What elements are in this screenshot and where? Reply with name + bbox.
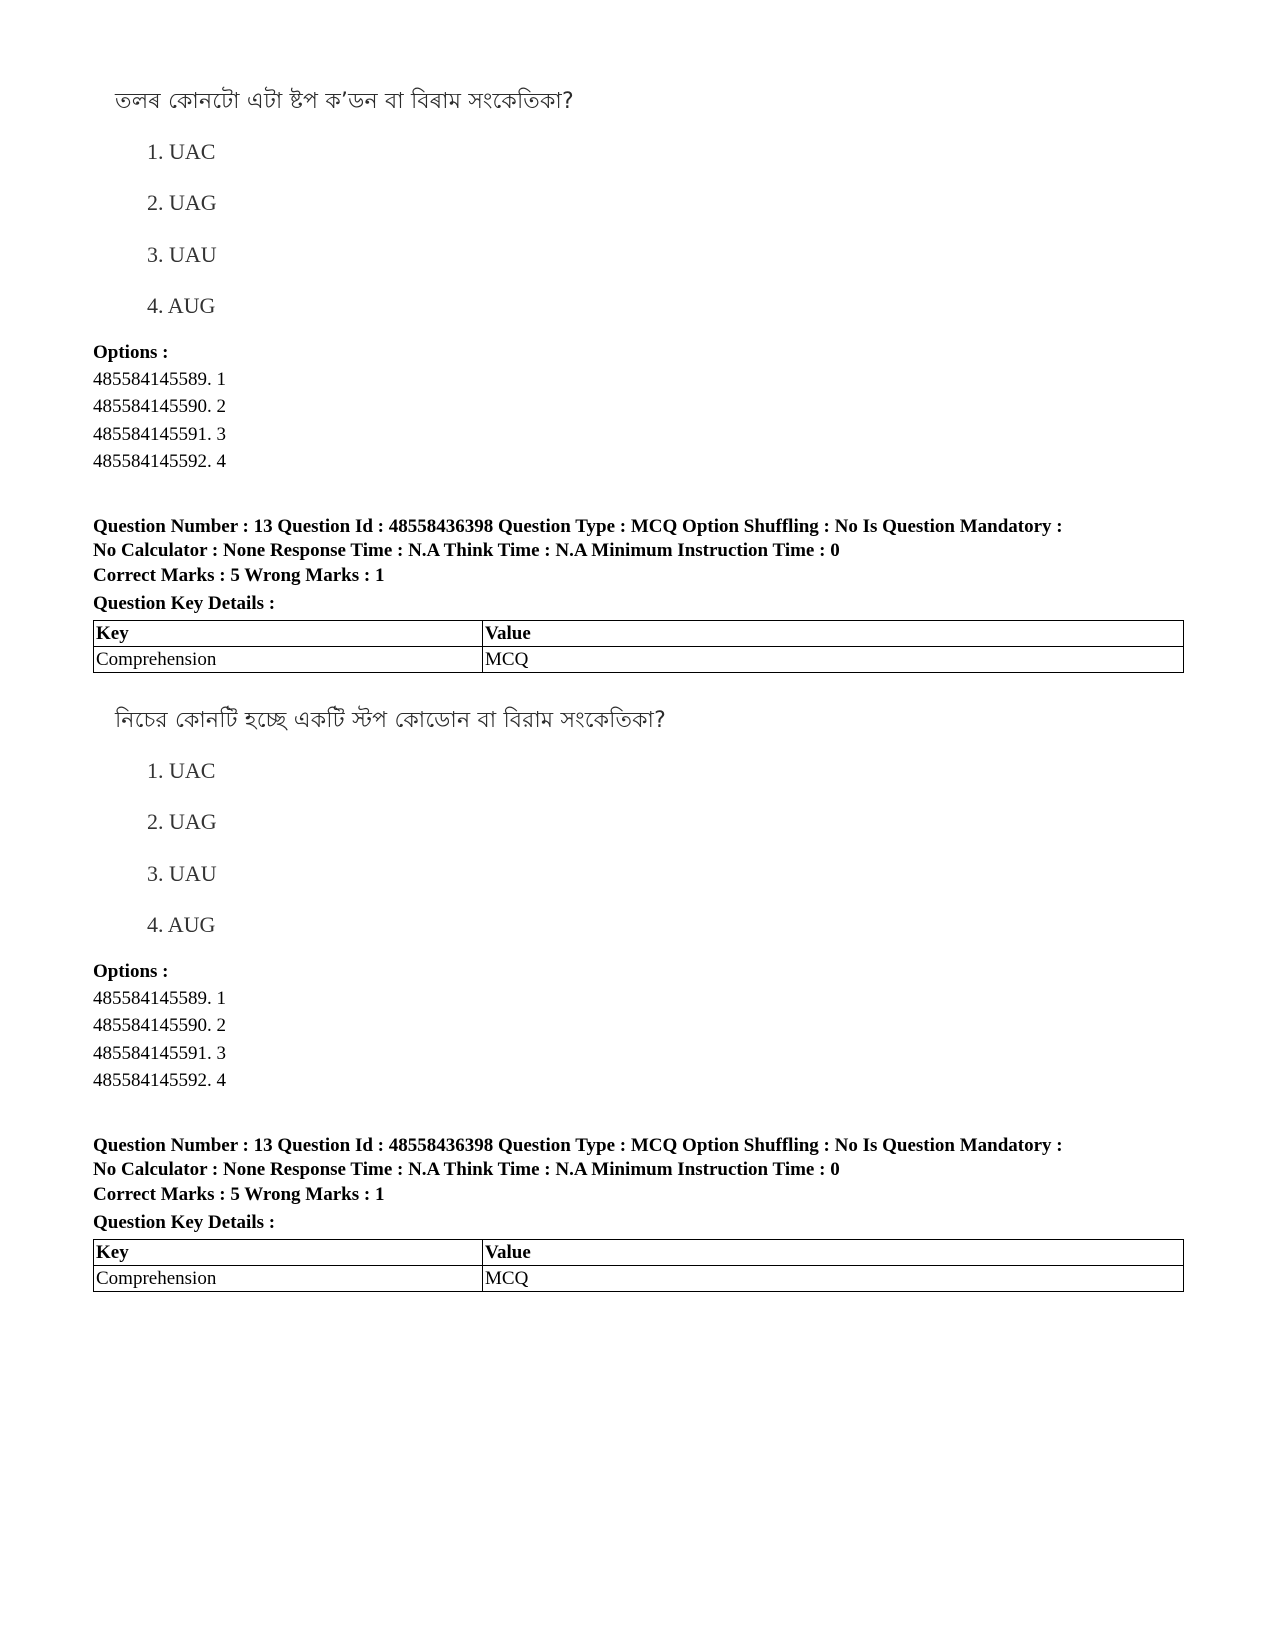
option-3: 485584145591. 3 xyxy=(93,424,226,445)
choice-3: 3. UAU xyxy=(147,861,217,886)
key-details-label: Question Key Details : xyxy=(93,1212,276,1233)
marks-line: Correct Marks : 5 Wrong Marks : 1 xyxy=(93,1184,385,1205)
question-text: তলৰ কোনটো এটা ষ্টপ ক’ডন বা বিৰাম সংকেতিকা? xyxy=(115,89,574,114)
choice-3: 3. UAU xyxy=(147,242,217,267)
header-key: Key xyxy=(94,621,483,647)
option-4: 485584145592. 4 xyxy=(93,1070,226,1091)
key-details-label: Question Key Details : xyxy=(93,593,276,614)
option-1: 485584145589. 1 xyxy=(93,988,226,1009)
options-label: Options : xyxy=(93,961,169,982)
choice-1: 1. UAC xyxy=(147,139,216,164)
option-4: 485584145592. 4 xyxy=(93,451,226,472)
choice-2: 2. UAG xyxy=(147,190,217,215)
meta-line-2: No Calculator : None Response Time : N.A Think Time : N.A Minimum Instruction Time : 0 xyxy=(93,540,840,561)
cell-key: Comprehension xyxy=(94,1266,483,1292)
question-meta xyxy=(93,515,1183,563)
choice-2: 2. UAG xyxy=(147,809,217,834)
option-2: 485584145590. 2 xyxy=(93,396,226,417)
meta-line-1: Question Number : 13 Question Id : 48558436398 Question Type : MCQ Option Shuffling : No Is Question Mandatory : xyxy=(93,516,1063,537)
key-details-table xyxy=(93,1239,1184,1292)
meta-line-2: No Calculator : None Response Time : N.A Think Time : N.A Minimum Instruction Time : 0 xyxy=(93,1159,840,1180)
option-2: 485584145590. 2 xyxy=(93,1015,226,1036)
option-1: 485584145589. 1 xyxy=(93,369,226,390)
key-details-table xyxy=(93,620,1184,673)
cell-value: MCQ xyxy=(483,1266,1184,1292)
meta-line-1: Question Number : 13 Question Id : 48558436398 Question Type : MCQ Option Shuffling : No Is Question Mandatory : xyxy=(93,1135,1063,1156)
header-key: Key xyxy=(94,1240,483,1266)
choice-4: 4. AUG xyxy=(147,293,216,318)
table-row xyxy=(94,1266,1184,1292)
marks-line: Correct Marks : 5 Wrong Marks : 1 xyxy=(93,565,385,586)
header-value: Value xyxy=(483,1240,1184,1266)
header-value: Value xyxy=(483,621,1184,647)
option-3: 485584145591. 3 xyxy=(93,1043,226,1064)
choice-1: 1. UAC xyxy=(147,758,216,783)
cell-value: MCQ xyxy=(483,647,1184,673)
table-header-row xyxy=(94,621,1184,647)
question-text: নিচের কোনটি হচ্ছে একটি স্টপ কোডোন বা বিরাম সংকেতিকা? xyxy=(115,708,667,733)
table-header-row xyxy=(94,1240,1184,1266)
table-row xyxy=(94,647,1184,673)
options-label: Options : xyxy=(93,342,169,363)
cell-key: Comprehension xyxy=(94,647,483,673)
question-meta xyxy=(93,1134,1183,1182)
choice-4: 4. AUG xyxy=(147,912,216,937)
